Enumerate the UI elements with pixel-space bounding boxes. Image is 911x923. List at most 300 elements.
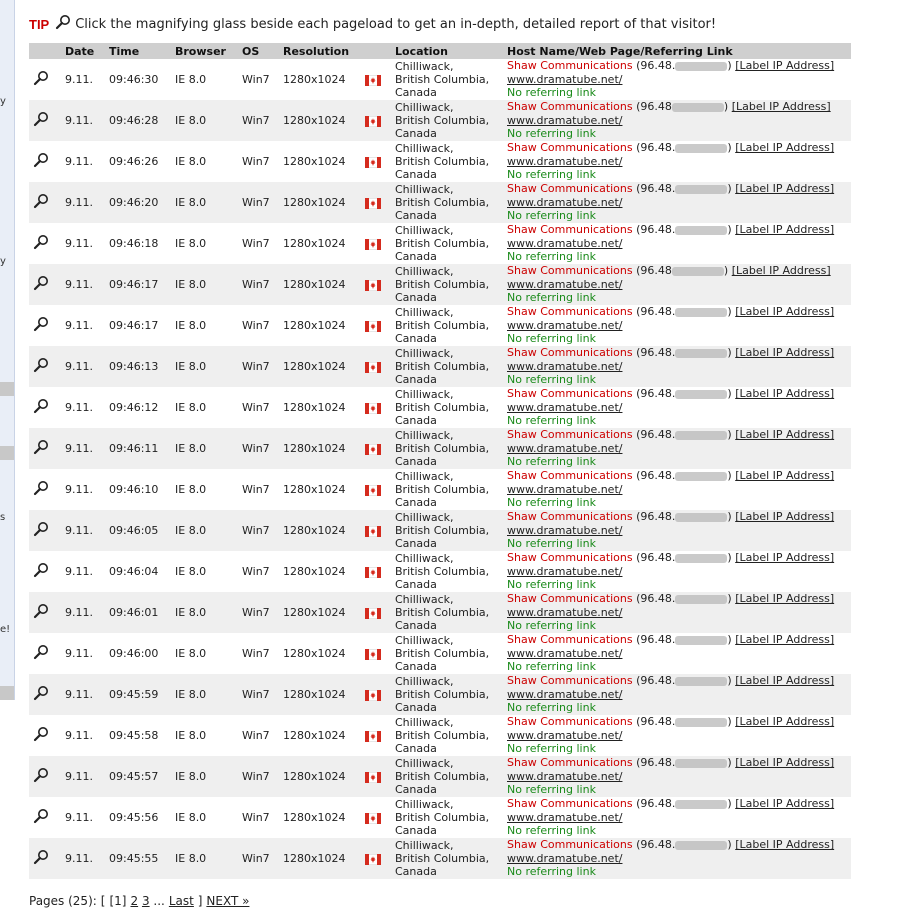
location-region: British Columbia,	[395, 565, 490, 578]
flag-cell	[361, 264, 391, 305]
os-cell: Win7	[238, 469, 279, 510]
ip-address: (96.48. )	[636, 592, 732, 606]
magnifier-icon[interactable]	[33, 480, 49, 499]
magnifier-icon[interactable]	[33, 767, 49, 786]
flag-cell	[361, 223, 391, 264]
referrer-text: No referring link	[507, 455, 596, 469]
date-cell: 9.11.	[61, 141, 105, 182]
detail-cell	[29, 469, 61, 510]
location-cell	[391, 141, 503, 182]
location-cell	[391, 223, 503, 264]
date-cell: 9.11.	[61, 838, 105, 879]
canada-flag-icon	[365, 157, 381, 168]
os-cell: Win7	[238, 674, 279, 715]
time-cell: 09:46:18	[105, 223, 171, 264]
ip-prefix: (96.48.	[636, 469, 676, 483]
os-cell: Win7	[238, 59, 279, 100]
label-ip-link[interactable]: [Label IP Address]	[735, 182, 835, 196]
ip-address: (96.48. )	[636, 141, 732, 155]
location-city: Chilliwack,	[395, 552, 454, 565]
resolution-cell: 1280x1024	[279, 592, 361, 633]
web-page-link[interactable]: www.dramatube.net/	[507, 769, 623, 783]
web-page-link[interactable]: www.dramatube.net/	[507, 564, 623, 578]
location-country: Canada	[395, 209, 437, 222]
location-country: Canada	[395, 373, 437, 386]
label-ip-link[interactable]: [Label IP Address]	[735, 428, 835, 442]
date-cell: 9.11.	[61, 223, 105, 264]
magnifier-icon[interactable]	[33, 316, 49, 335]
location-cell	[391, 756, 503, 797]
isp-name: Shaw Communications	[507, 346, 633, 360]
detail-cell	[29, 100, 61, 141]
date-cell: 9.11.	[61, 182, 105, 223]
host-cell	[503, 469, 851, 510]
column-header-flag	[361, 43, 391, 59]
referrer-text: No referring link	[507, 86, 596, 100]
resolution-cell: 1280x1024	[279, 510, 361, 551]
ip-prefix: (96.48.	[636, 756, 676, 770]
table-row	[29, 551, 851, 592]
ip-address: (96.48. )	[636, 59, 732, 73]
browser-cell: IE 8.0	[171, 387, 238, 428]
ip-prefix: (96.48	[636, 264, 672, 278]
browser-cell: IE 8.0	[171, 223, 238, 264]
os-cell: Win7	[238, 715, 279, 756]
resolution-cell: 1280x1024	[279, 797, 361, 838]
flag-cell	[361, 551, 391, 592]
host-cell	[503, 510, 851, 551]
ip-prefix: (96.48.	[636, 428, 676, 442]
web-page-link[interactable]: www.dramatube.net/	[507, 523, 623, 537]
location-cell	[391, 633, 503, 674]
time-cell: 09:46:11	[105, 428, 171, 469]
os-cell: Win7	[238, 100, 279, 141]
location-country: Canada	[395, 127, 437, 140]
ip-redacted	[675, 144, 727, 153]
location-city: Chilliwack,	[395, 306, 454, 319]
ip-prefix: (96.48.	[636, 305, 676, 319]
referrer-text: No referring link	[507, 537, 596, 551]
canada-flag-icon	[365, 731, 381, 742]
location-city: Chilliwack,	[395, 265, 454, 278]
location-region: British Columbia,	[395, 852, 490, 865]
canada-flag-icon	[365, 403, 381, 414]
flag-cell	[361, 797, 391, 838]
flag-cell	[361, 838, 391, 879]
table-row	[29, 100, 851, 141]
detail-cell	[29, 510, 61, 551]
browser-cell: IE 8.0	[171, 715, 238, 756]
date-cell: 9.11.	[61, 674, 105, 715]
resolution-cell: 1280x1024	[279, 264, 361, 305]
isp-name: Shaw Communications	[507, 756, 633, 770]
ip-prefix: (96.48.	[636, 592, 676, 606]
time-cell: 09:45:55	[105, 838, 171, 879]
host-cell	[503, 182, 851, 223]
time-cell: 09:46:13	[105, 346, 171, 387]
label-ip-link[interactable]: [Label IP Address]	[735, 838, 835, 852]
location-region: British Columbia,	[395, 688, 490, 701]
time-cell: 09:46:30	[105, 59, 171, 100]
location-country: Canada	[395, 291, 437, 304]
detail-cell	[29, 223, 61, 264]
isp-name: Shaw Communications	[507, 223, 633, 237]
ip-address: (96.48 )	[636, 264, 729, 278]
table-row	[29, 387, 851, 428]
magnifier-icon[interactable]	[33, 808, 49, 827]
magnifier-icon[interactable]	[33, 152, 49, 171]
ip-prefix: (96.48.	[636, 182, 676, 196]
isp-name: Shaw Communications	[507, 510, 633, 524]
magnifier-icon[interactable]	[33, 644, 49, 663]
sidebar-block	[0, 686, 14, 700]
location-city: Chilliwack,	[395, 634, 454, 647]
isp-name: Shaw Communications	[507, 715, 633, 729]
canada-flag-icon	[365, 239, 381, 250]
ip-prefix: (96.48.	[636, 633, 676, 647]
label-ip-link[interactable]: [Label IP Address]	[735, 346, 835, 360]
column-header-date: Date	[61, 43, 105, 59]
detail-cell	[29, 59, 61, 100]
date-cell: 9.11.	[61, 715, 105, 756]
location-country: Canada	[395, 250, 437, 263]
canada-flag-icon	[365, 362, 381, 373]
label-ip-link[interactable]: [Label IP Address]	[735, 59, 835, 73]
location-country: Canada	[395, 168, 437, 181]
column-header-detail	[29, 43, 61, 59]
magnifier-icon[interactable]	[33, 685, 49, 704]
magnifier-icon[interactable]	[33, 357, 49, 376]
ip-redacted	[672, 103, 724, 112]
canada-flag-icon	[365, 280, 381, 291]
location-city: Chilliwack,	[395, 429, 454, 442]
flag-cell	[361, 59, 391, 100]
browser-cell: IE 8.0	[171, 674, 238, 715]
location-country: Canada	[395, 742, 437, 755]
page-link-3[interactable]: 3	[141, 894, 150, 908]
location-country: Canada	[395, 86, 437, 99]
os-cell: Win7	[238, 141, 279, 182]
web-page-link[interactable]: www.dramatube.net/	[507, 154, 623, 168]
location-cell	[391, 838, 503, 879]
host-cell	[503, 838, 851, 879]
sidebar-text-fragment: y	[0, 96, 6, 107]
label-ip-link[interactable]: [Label IP Address]	[735, 469, 835, 483]
web-page-link[interactable]: www.dramatube.net/	[507, 687, 623, 701]
label-ip-link[interactable]: [Label IP Address]	[735, 756, 835, 770]
location-country: Canada	[395, 783, 437, 796]
resolution-cell: 1280x1024	[279, 428, 361, 469]
label-ip-link[interactable]: [Label IP Address]	[735, 305, 835, 319]
referrer-text: No referring link	[507, 824, 596, 838]
label-ip-link[interactable]: [Label IP Address]	[735, 551, 835, 565]
referrer-text: No referring link	[507, 250, 596, 264]
flag-cell	[361, 428, 391, 469]
label-ip-link[interactable]: [Label IP Address]	[735, 141, 835, 155]
date-cell: 9.11.	[61, 633, 105, 674]
canada-flag-icon	[365, 649, 381, 660]
canada-flag-icon	[365, 116, 381, 127]
ip-redacted	[675, 800, 727, 809]
os-cell: Win7	[238, 223, 279, 264]
web-page-link[interactable]: www.dramatube.net/	[507, 400, 623, 414]
web-page-link[interactable]: www.dramatube.net/	[507, 810, 623, 824]
web-page-link[interactable]: www.dramatube.net/	[507, 482, 623, 496]
host-cell	[503, 264, 851, 305]
location-region: British Columbia,	[395, 811, 490, 824]
location-region: British Columbia,	[395, 524, 490, 537]
os-cell: Win7	[238, 346, 279, 387]
isp-name: Shaw Communications	[507, 264, 633, 278]
magnifier-icon[interactable]	[33, 726, 49, 745]
host-cell	[503, 715, 851, 756]
ip-prefix: (96.48.	[636, 551, 676, 565]
page-link-2[interactable]: 2	[130, 894, 139, 908]
canada-flag-icon	[365, 485, 381, 496]
location-region: British Columbia,	[395, 278, 490, 291]
resolution-cell: 1280x1024	[279, 633, 361, 674]
location-country: Canada	[395, 332, 437, 345]
flag-cell	[361, 510, 391, 551]
referrer-text: No referring link	[507, 701, 596, 715]
location-region: British Columbia,	[395, 114, 490, 127]
time-cell: 09:45:57	[105, 756, 171, 797]
browser-cell: IE 8.0	[171, 100, 238, 141]
browser-cell: IE 8.0	[171, 592, 238, 633]
detail-cell	[29, 428, 61, 469]
detail-cell	[29, 141, 61, 182]
pager-ellipsis: ...	[153, 894, 165, 908]
sidebar-text-fragment: s	[0, 512, 6, 523]
flag-cell	[361, 592, 391, 633]
web-page-link[interactable]: www.dramatube.net/	[507, 728, 623, 742]
magnifier-icon[interactable]	[33, 234, 49, 253]
label-ip-link[interactable]: [Label IP Address]	[735, 592, 835, 606]
canada-flag-icon	[365, 198, 381, 209]
resolution-cell: 1280x1024	[279, 141, 361, 182]
time-cell: 09:46:00	[105, 633, 171, 674]
ip-prefix: (96.48	[636, 100, 672, 114]
label-ip-link[interactable]: [Label IP Address]	[731, 100, 831, 114]
referrer-text: No referring link	[507, 291, 596, 305]
ip-redacted	[675, 595, 727, 604]
canada-flag-icon	[365, 567, 381, 578]
location-country: Canada	[395, 537, 437, 550]
resolution-cell: 1280x1024	[279, 346, 361, 387]
table-row	[29, 510, 851, 551]
web-page-link[interactable]: www.dramatube.net/	[507, 851, 623, 865]
table-row	[29, 346, 851, 387]
next-page-link[interactable]: NEXT »	[206, 894, 250, 908]
web-page-link[interactable]: www.dramatube.net/	[507, 277, 623, 291]
magnifier-icon[interactable]	[33, 439, 49, 458]
canada-flag-icon	[365, 772, 381, 783]
date-cell: 9.11.	[61, 469, 105, 510]
browser-cell: IE 8.0	[171, 469, 238, 510]
label-ip-link[interactable]: [Label IP Address]	[735, 797, 835, 811]
web-page-link[interactable]: www.dramatube.net/	[507, 646, 623, 660]
table-row	[29, 59, 851, 100]
canada-flag-icon	[365, 854, 381, 865]
location-city: Chilliwack,	[395, 675, 454, 688]
detail-cell	[29, 633, 61, 674]
table-row	[29, 305, 851, 346]
ip-address: (96.48. )	[636, 633, 732, 647]
location-city: Chilliwack,	[395, 142, 454, 155]
browser-cell: IE 8.0	[171, 428, 238, 469]
isp-name: Shaw Communications	[507, 469, 633, 483]
magnifier-icon[interactable]	[33, 70, 49, 89]
magnifier-icon[interactable]	[33, 562, 49, 581]
flag-cell	[361, 715, 391, 756]
date-cell: 9.11.	[61, 305, 105, 346]
web-page-link[interactable]: www.dramatube.net/	[507, 113, 623, 127]
table-row	[29, 715, 851, 756]
time-cell: 09:45:59	[105, 674, 171, 715]
browser-cell: IE 8.0	[171, 59, 238, 100]
table-row	[29, 264, 851, 305]
magnifier-icon[interactable]	[33, 193, 49, 212]
location-city: Chilliwack,	[395, 388, 454, 401]
ip-address: (96.48. )	[636, 182, 732, 196]
table-row	[29, 182, 851, 223]
browser-cell: IE 8.0	[171, 797, 238, 838]
resolution-cell: 1280x1024	[279, 756, 361, 797]
table-row	[29, 141, 851, 182]
web-page-link[interactable]: www.dramatube.net/	[507, 318, 623, 332]
detail-cell	[29, 756, 61, 797]
label-ip-link[interactable]: [Label IP Address]	[735, 715, 835, 729]
ip-address: (96.48. )	[636, 387, 732, 401]
isp-name: Shaw Communications	[507, 592, 633, 606]
detail-cell	[29, 387, 61, 428]
label-ip-link[interactable]: [Label IP Address]	[735, 674, 835, 688]
ip-address: (96.48. )	[636, 346, 732, 360]
detail-cell	[29, 715, 61, 756]
isp-name: Shaw Communications	[507, 59, 633, 73]
date-cell: 9.11.	[61, 264, 105, 305]
isp-name: Shaw Communications	[507, 387, 633, 401]
magnifier-icon[interactable]	[33, 521, 49, 540]
flag-cell	[361, 305, 391, 346]
last-page-link[interactable]: Last	[168, 894, 194, 908]
location-region: British Columbia,	[395, 319, 490, 332]
table-row	[29, 756, 851, 797]
host-cell	[503, 633, 851, 674]
location-region: British Columbia,	[395, 237, 490, 250]
location-city: Chilliwack,	[395, 839, 454, 852]
magnifier-icon[interactable]	[33, 275, 49, 294]
os-cell: Win7	[238, 428, 279, 469]
label-ip-link[interactable]: [Label IP Address]	[735, 223, 835, 237]
ip-address: (96.48. )	[636, 715, 732, 729]
sidebar-block	[0, 446, 14, 460]
date-cell: 9.11.	[61, 797, 105, 838]
label-ip-link[interactable]: [Label IP Address]	[731, 264, 831, 278]
resolution-cell: 1280x1024	[279, 100, 361, 141]
host-cell	[503, 551, 851, 592]
magnifier-icon[interactable]	[33, 849, 49, 868]
ip-address: (96.48. )	[636, 223, 732, 237]
isp-name: Shaw Communications	[507, 797, 633, 811]
host-cell	[503, 346, 851, 387]
location-region: British Columbia,	[395, 360, 490, 373]
location-region: British Columbia,	[395, 155, 490, 168]
table-row	[29, 592, 851, 633]
table-row	[29, 633, 851, 674]
magnifier-icon[interactable]	[33, 603, 49, 622]
flag-cell	[361, 469, 391, 510]
column-header-os: OS	[238, 43, 279, 59]
table-row	[29, 469, 851, 510]
time-cell: 09:46:10	[105, 469, 171, 510]
time-cell: 09:45:56	[105, 797, 171, 838]
table-header-row	[29, 43, 851, 59]
label-ip-link[interactable]: [Label IP Address]	[735, 510, 835, 524]
referrer-text: No referring link	[507, 742, 596, 756]
web-page-link[interactable]: www.dramatube.net/	[507, 195, 623, 209]
flag-cell	[361, 141, 391, 182]
label-ip-link[interactable]: [Label IP Address]	[735, 387, 835, 401]
ip-redacted	[675, 62, 727, 71]
location-city: Chilliwack,	[395, 101, 454, 114]
referrer-text: No referring link	[507, 865, 596, 879]
table-row	[29, 674, 851, 715]
time-cell: 09:46:26	[105, 141, 171, 182]
host-cell	[503, 59, 851, 100]
time-cell: 09:46:17	[105, 264, 171, 305]
time-cell: 09:46:17	[105, 305, 171, 346]
ip-address: (96.48. )	[636, 305, 732, 319]
resolution-cell: 1280x1024	[279, 469, 361, 510]
resolution-cell: 1280x1024	[279, 305, 361, 346]
referrer-text: No referring link	[507, 578, 596, 592]
date-cell: 9.11.	[61, 756, 105, 797]
magnifier-icon	[55, 14, 75, 34]
referrer-text: No referring link	[507, 660, 596, 674]
location-city: Chilliwack,	[395, 60, 454, 73]
magnifier-icon[interactable]	[33, 398, 49, 417]
os-cell: Win7	[238, 305, 279, 346]
browser-cell: IE 8.0	[171, 182, 238, 223]
location-cell	[391, 592, 503, 633]
web-page-link[interactable]: www.dramatube.net/	[507, 236, 623, 250]
magnifier-icon[interactable]	[33, 111, 49, 130]
table-row	[29, 838, 851, 879]
canada-flag-icon	[365, 608, 381, 619]
location-region: British Columbia,	[395, 647, 490, 660]
web-page-link[interactable]: www.dramatube.net/	[507, 359, 623, 373]
label-ip-link[interactable]: [Label IP Address]	[735, 633, 835, 647]
flag-cell	[361, 674, 391, 715]
time-cell: 09:46:01	[105, 592, 171, 633]
date-cell: 9.11.	[61, 428, 105, 469]
flag-cell	[361, 182, 391, 223]
location-country: Canada	[395, 414, 437, 427]
web-page-link[interactable]: www.dramatube.net/	[507, 605, 623, 619]
column-header-time: Time	[105, 43, 171, 59]
location-cell	[391, 305, 503, 346]
host-cell	[503, 100, 851, 141]
ip-prefix: (96.48.	[636, 387, 676, 401]
web-page-link[interactable]: www.dramatube.net/	[507, 441, 623, 455]
tip-text: Click the magnifying glass beside each pageload to get an in-depth, detailed report of that visitor!	[75, 16, 717, 32]
web-page-link[interactable]: www.dramatube.net/	[507, 72, 623, 86]
canada-flag-icon	[365, 321, 381, 332]
location-cell	[391, 264, 503, 305]
time-cell: 09:45:58	[105, 715, 171, 756]
column-header-browser: Browser	[171, 43, 238, 59]
